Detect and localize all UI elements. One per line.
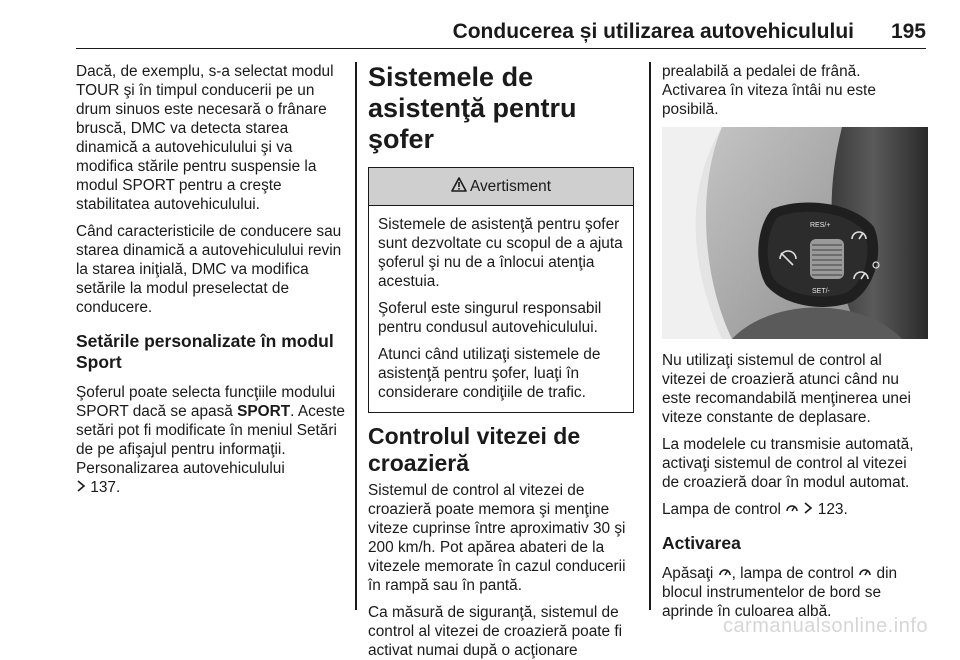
paragraph-activation: Apăsaţi , lampa de control din blocul instrumentelor de bord se aprinde în culoarea albă. (662, 565, 898, 620)
sport-keyword: SPORT (237, 403, 291, 420)
paragraph-personalization-ref: Personalizarea autovehiculului 137. (76, 460, 285, 496)
steering-wheel-cruise-controls-image (662, 127, 928, 339)
page-reference[interactable]: 137. (90, 479, 121, 496)
warning-text-2: Şoferul este singurul responsabil pentru condusul autovehiculului. (378, 300, 602, 336)
warning-triangle-icon (451, 177, 467, 197)
paragraph-automatic-transmission: La modelele cu transmisie automată, activaţi sistemul de control al vitezei de croazieră doar în modul automat. (662, 436, 914, 491)
paragraph-cruise-range: Sistemul de control al vitezei de croazieră poate memora şi menţine viteze cuprinse între aproximativ 30 şi 200 km/h. Pot apărea abateri de la vitezele memorate în cazul conducerii în rampă sau în pantă. (368, 482, 626, 594)
paragraph-dmc-tour: Dacă, de exemplu, s-a selectat modul TOUR şi în timpul conducerii pe un drum sinuos este necesară o frânare bruscă, DMC va detecta starea dinamică a autovehiculului şi va modifica stările pentru suspensie la modul SPORT pentru a creşte stabilitatea autovehiculului. (76, 63, 334, 213)
paragraph-dmc-revert: Când caracteristicile de conducere sau starea dinamică a autovehiculului revin la starea iniţială, DMC va modifica setările la modul preselectat de conducere. (76, 223, 342, 316)
subheading-sport-settings: Setările personalizate în modul Sport (76, 331, 334, 372)
cruise-control-lamp-icon (785, 500, 799, 519)
page-header (76, 0, 926, 49)
header-title: Conducerea și utilizarea autovehiculului (452, 20, 854, 43)
page-number: 195 (890, 20, 926, 43)
cruise-control-lamp-icon (858, 564, 872, 583)
warning-text-1: Sistemele de asistenţă pentru şofer sunt dezvoltate cu scopul de a ajuta şoferul şi nu de a înlocui atenţia acestuia. (378, 216, 623, 290)
warning-text-3: Atunci când utilizaţi sistemele de asistenţă pentru şofer, luaţi în considerare condiţiile de trafic. (378, 346, 601, 401)
res-plus-label: RES/+ (810, 222, 831, 229)
watermark: carmanualsonline.info (722, 615, 928, 637)
column-divider-left (355, 62, 357, 610)
paragraph-brake-prior: prealabilă a pedalei de frână. Activarea în viteza întâi nu este posibilă. (662, 63, 876, 118)
paragraph-cruise-not-recommended: Nu utilizaţi sistemul de control al vitezei de croazieră atunci când nu este recomandabilă menţinerea unei viteze constante de deplasare. (662, 352, 911, 426)
column-middle (368, 62, 634, 659)
subheading-activation: Activarea (662, 533, 741, 553)
paragraph-cruise-safety: Ca măsură de siguranţă, sistemul de control al vitezei de croazieră poate fi activat numai după o acţionare (368, 604, 623, 659)
paragraph-sport-select: Şoferul poate selecta funcţiile modului SPORT dacă se apasă SPORT. Aceste setări pot fi modificate în meniul Setări de pe afişajul pentru informaţii. (76, 384, 345, 458)
section-title-driver-assistance: Sistemele de asistenţă pentru şofer (368, 62, 577, 154)
column-right (662, 62, 928, 642)
set-minus-label: SET/- (812, 288, 830, 295)
warning-body (369, 206, 633, 412)
column-left (76, 62, 348, 642)
warning-heading: Avertisment (470, 177, 551, 195)
page-reference-arrow-icon (76, 478, 86, 497)
section-title-cruise-control: Controlul vitezei de croazieră (368, 423, 581, 476)
page-reference[interactable]: 123. (817, 501, 848, 518)
page-reference-arrow-icon (803, 500, 813, 519)
warning-header (369, 168, 633, 206)
column-divider-right (649, 62, 651, 610)
warning-box (368, 167, 634, 413)
paragraph-control-lamp-ref: Lampa de control 123. (662, 501, 848, 518)
cruise-control-button-icon (718, 564, 732, 583)
